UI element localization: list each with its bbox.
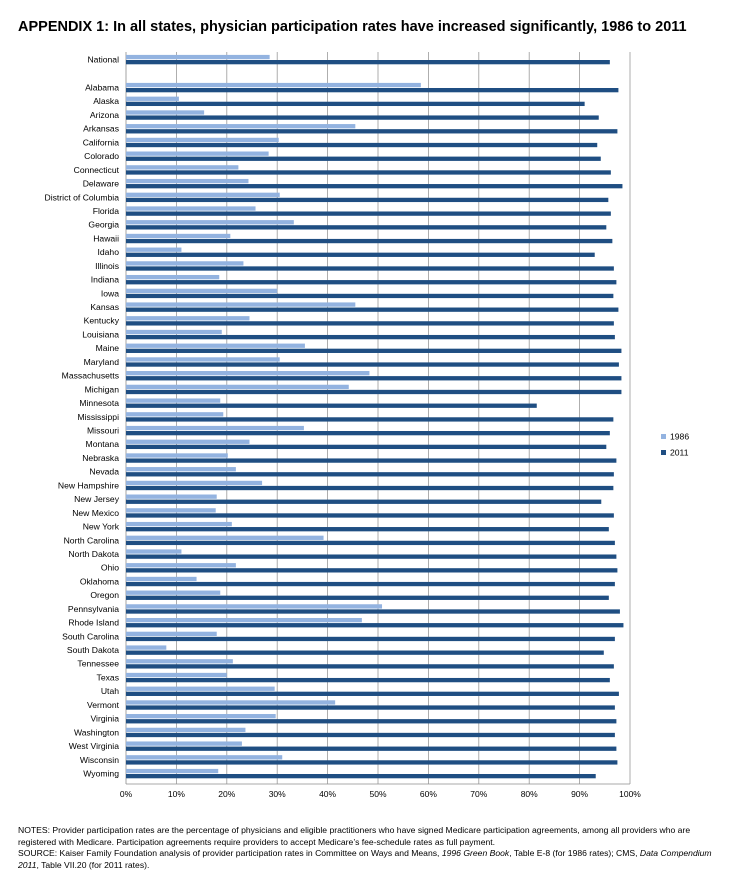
category-label: Florida (92, 205, 119, 216)
bar-1986 (126, 165, 238, 169)
category-label: Georgia (88, 219, 119, 230)
category-label: Nevada (89, 466, 119, 477)
bar-2011 (126, 362, 619, 366)
category-label: Rhode Island (68, 617, 119, 628)
category-label: North Carolina (63, 535, 119, 546)
category-label: Montana (85, 439, 119, 450)
bar-1986 (126, 426, 304, 430)
bar-2011 (126, 170, 611, 174)
bar-1986 (126, 152, 269, 156)
bars (126, 55, 623, 778)
bar-1986 (126, 549, 181, 553)
category-label: New York (82, 521, 119, 532)
bar-1986 (126, 248, 181, 252)
bar-2011 (126, 349, 621, 353)
category-label: Wisconsin (79, 754, 119, 765)
bar-1986 (126, 289, 277, 293)
bar-2011 (126, 335, 615, 339)
bar-2011 (126, 417, 613, 421)
x-tick-labels (120, 789, 641, 799)
bar-1986 (126, 97, 179, 101)
bar-2011 (126, 102, 585, 106)
bar-2011 (126, 472, 614, 476)
bar-1986 (126, 481, 262, 485)
bar-2011 (126, 253, 595, 257)
bar-1986 (126, 769, 218, 773)
bar-1986 (126, 453, 228, 457)
category-label: Iowa (100, 288, 119, 299)
x-tick-label: 10% (167, 789, 185, 799)
x-tick-label: 100% (619, 789, 641, 799)
legend-label: 2011 (670, 447, 689, 458)
category-label: Michigan (84, 384, 119, 395)
category-label: Vermont (86, 699, 119, 710)
bar-1986 (126, 591, 220, 595)
legend-swatch-1986 (661, 434, 666, 439)
bar-2011 (126, 623, 623, 627)
bar-1986 (126, 577, 197, 581)
category-label: Alabama (85, 82, 119, 93)
bar-2011 (126, 60, 610, 64)
bar-2011 (126, 88, 618, 92)
x-tick-label: 80% (520, 789, 538, 799)
bar-1986 (126, 700, 335, 704)
category-label: West Virginia (68, 741, 119, 752)
category-label: Illinois (95, 260, 119, 271)
bar-2011 (126, 458, 616, 462)
category-label: District of Columbia (44, 192, 119, 203)
bar-2011 (126, 554, 616, 558)
category-label: Oregon (90, 590, 119, 601)
bar-2011 (126, 678, 610, 682)
bar-1986 (126, 728, 245, 732)
bar-2011 (126, 321, 614, 325)
bar-1986 (126, 55, 270, 59)
bar-2011 (126, 404, 537, 408)
x-tick-label: 70% (470, 789, 488, 799)
bar-2011 (126, 637, 615, 641)
chart-title: APPENDIX 1: In all states, physician participation rates have increased significantly, 1986 to 2011 (18, 19, 687, 35)
category-label: Wyoming (83, 768, 119, 779)
bar-2011 (126, 308, 618, 312)
bar-1986 (126, 563, 236, 567)
bar-1986 (126, 412, 223, 416)
source-prefix: SOURCE: Kaiser Family Foundation analysis of provider participation rates in Committee on Ways and Means, (18, 848, 442, 858)
bar-2011 (126, 431, 610, 435)
bar-2011 (126, 445, 606, 449)
bar-2011 (126, 390, 621, 394)
bar-2011 (126, 747, 616, 751)
bar-1986 (126, 522, 232, 526)
category-label: New Hampshire (57, 480, 119, 491)
x-tick-label: 50% (369, 789, 387, 799)
bar-2011 (126, 651, 604, 655)
bar-1986 (126, 687, 275, 691)
category-label: Nebraska (82, 452, 119, 463)
bar-2011 (126, 184, 622, 188)
bar-1986 (126, 398, 220, 402)
category-label: Kansas (90, 302, 119, 313)
bar-1986 (126, 344, 305, 348)
bar-1986 (126, 508, 216, 512)
x-tick-label: 60% (419, 789, 437, 799)
category-label: New Jersey (74, 494, 119, 505)
category-label: Arkansas (83, 123, 119, 134)
bar-2011 (126, 664, 614, 668)
category-label: Arizona (89, 109, 119, 120)
bar-1986 (126, 193, 280, 197)
bar-1986 (126, 467, 236, 471)
category-label: New Mexico (72, 507, 119, 518)
bar-1986 (126, 673, 227, 677)
x-tick-label: 20% (218, 789, 236, 799)
category-label: Utah (100, 686, 119, 697)
bar-1986 (126, 741, 242, 745)
category-label: Connecticut (73, 164, 119, 175)
bar-2011 (126, 294, 613, 298)
bar-1986 (126, 618, 362, 622)
bar-2011 (126, 596, 609, 600)
legend (661, 432, 689, 458)
category-label: Virginia (90, 713, 119, 724)
bar-1986 (126, 302, 355, 306)
bar-2011 (126, 609, 620, 613)
bar-2011 (126, 211, 611, 215)
bar-1986 (126, 357, 280, 361)
bar-1986 (126, 138, 279, 142)
bar-1986 (126, 495, 217, 499)
bar-2011 (126, 692, 619, 696)
notes-text: NOTES: Provider participation rates are the percentage of physicians and eligible practitioners who have signed Medicare participation agreements, among all providers who are registered with Medicare. Participation agreements require providers to accept Medicare’s fee-schedule rates as full payment. (18, 825, 691, 847)
bar-1986 (126, 124, 355, 128)
category-label: Colorado (84, 151, 119, 162)
category-label: Alaska (93, 96, 119, 107)
bar-2011 (126, 486, 613, 490)
notes (18, 825, 728, 871)
category-label: South Carolina (62, 631, 119, 642)
bar-1986 (126, 632, 217, 636)
category-label: Massachusetts (61, 370, 119, 381)
source-mid: , Table E-8 (for 1986 rates); CMS, (509, 848, 640, 858)
category-label: South Dakota (66, 645, 119, 656)
bar-2011 (126, 376, 621, 380)
bar-1986 (126, 604, 382, 608)
bar-2011 (126, 239, 612, 243)
bar-1986 (126, 659, 233, 663)
bar-1986 (126, 440, 249, 444)
source-suffix: , Table VII.20 (for 2011 rates). (36, 859, 150, 870)
bar-2011 (126, 513, 614, 517)
category-label: Minnesota (79, 398, 119, 409)
bar-2011 (126, 705, 615, 709)
bar-1986 (126, 220, 294, 224)
bar-2011 (126, 157, 601, 161)
category-label: Louisiana (82, 329, 119, 340)
category-label: Washington (73, 727, 119, 738)
category-label: Texas (96, 672, 119, 683)
category-label: Ohio (100, 562, 119, 573)
bar-2011 (126, 760, 617, 764)
category-label: Idaho (97, 247, 119, 258)
x-tick-label: 40% (319, 789, 337, 799)
bar-1986 (126, 83, 421, 87)
bar-2011 (126, 541, 615, 545)
category-labels (45, 55, 120, 779)
bar-1986 (126, 179, 248, 183)
category-label: Maine (95, 343, 119, 354)
bar-1986 (126, 385, 349, 389)
bar-2011 (126, 280, 616, 284)
bar-1986 (126, 261, 243, 265)
x-tick-label: 90% (571, 789, 589, 799)
legend-swatch-2011 (661, 450, 666, 455)
category-label: Pennsylvania (67, 603, 119, 614)
category-label: National (87, 54, 119, 65)
source-text (18, 848, 728, 871)
category-label: Maryland (83, 356, 119, 367)
bar-1986 (126, 316, 249, 320)
source-compendium: Data Compendium 2011 (18, 848, 712, 870)
bar-2011 (126, 198, 608, 202)
bar-2011 (126, 568, 617, 572)
bar-2011 (126, 582, 615, 586)
category-label: Hawaii (93, 233, 119, 244)
bar-2011 (126, 774, 596, 778)
bar-1986 (126, 371, 369, 375)
bar-2011 (126, 733, 615, 737)
category-label: Tennessee (77, 658, 119, 669)
bar-2011 (126, 115, 599, 119)
category-label: Oklahoma (79, 576, 119, 587)
bar-1986 (126, 110, 204, 114)
category-label: Mississippi (77, 411, 119, 422)
bar-2011 (126, 527, 609, 531)
bar-2011 (126, 143, 597, 147)
bar-2011 (126, 266, 614, 270)
source-book: 1996 Green Book (441, 848, 510, 858)
legend-label: 1986 (670, 431, 690, 442)
bar-1986 (126, 714, 276, 718)
category-label: Delaware (82, 178, 119, 189)
bar-2011 (126, 500, 601, 504)
category-label: Missouri (87, 425, 119, 436)
bar-2011 (126, 225, 606, 229)
bar-1986 (126, 206, 256, 210)
x-tick-label: 30% (268, 789, 286, 799)
category-label: North Dakota (68, 548, 119, 559)
category-label: California (82, 137, 119, 148)
bar-1986 (126, 330, 222, 334)
category-label: Kentucky (83, 315, 119, 326)
x-tick-label: 0% (119, 789, 133, 799)
category-label: Indiana (90, 274, 119, 285)
bar-2011 (126, 719, 616, 723)
bar-1986 (126, 755, 282, 759)
bar-2011 (126, 129, 617, 133)
bar-1986 (126, 234, 230, 238)
bar-1986 (126, 275, 219, 279)
bar-1986 (126, 645, 166, 649)
bar-1986 (126, 536, 324, 540)
